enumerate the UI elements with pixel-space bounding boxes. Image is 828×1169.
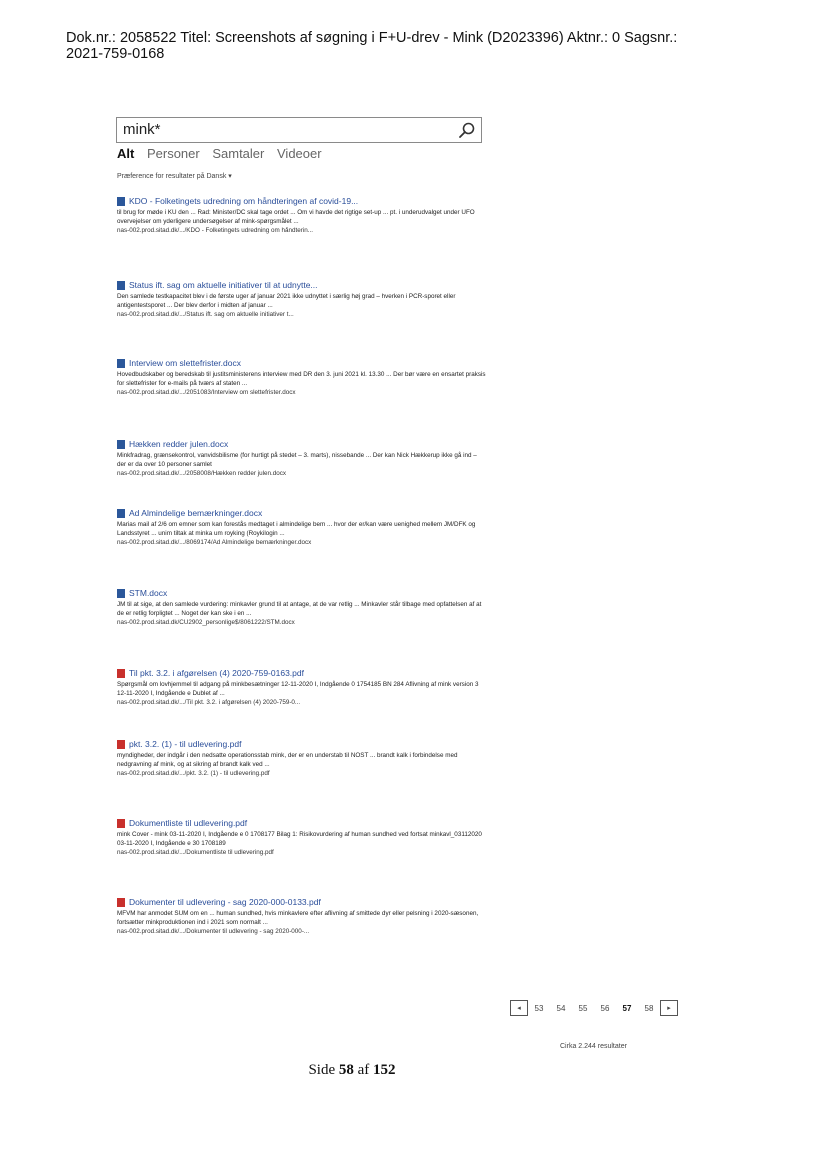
result-title-link[interactable]: [117, 439, 487, 450]
tab-videoer[interactable]: Videoer: [277, 146, 322, 161]
result-url: nas-002.prod.sitad.dk/.../2058008/Hækken redder julen.docx: [117, 470, 287, 478]
result-snippet: Marias mail af 2/6 om emner som kan forestås medtaget i almindelige bem ... hvor der er/kan være uenighed mellem JM/DFK og Landsstyret ... unim tiltak at minka um royking (Roykilogin ...: [117, 521, 476, 537]
result-snippet: MFVM har anmodet SUM om en ... human sundhed, hvis minkavlere efter aflivning af smittede dyr eller pelsning i 2020-sæsonen, fortsætter minkproduktionen ind i 2021 som normalt ...: [117, 910, 479, 926]
list-item: [117, 280, 487, 320]
list-item: [117, 739, 487, 779]
list-item: [117, 439, 487, 479]
word-file-icon: [117, 359, 125, 368]
result-url: nas-002.prod.sitad.dk/.../Dokumentliste til udlevering.pdf: [117, 849, 274, 857]
page-footer: [0, 1062, 704, 1079]
result-title-link[interactable]: [117, 818, 487, 829]
result-url: nas-002.prod.sitad.dk/.../8069174/Ad Almindelige bemærkninger.docx: [117, 539, 312, 547]
list-item: [117, 588, 487, 628]
result-title: Hækken redder julen.docx: [129, 439, 229, 449]
word-file-icon: [117, 281, 125, 290]
chevron-left-icon: ◂: [517, 1005, 521, 1012]
search-tabs: [117, 146, 331, 161]
result-snippet: Den samlede testkapacitet blev i de første uger af januar 2021 ikke udnyttet i særlig høj grad – hverken i PCR-sporet eller antigentestsporet ... Der blev derfor i midten af januar ...: [117, 293, 456, 309]
result-title: Interview om slettefrister.docx: [129, 358, 241, 368]
list-item: [117, 818, 487, 858]
result-snippet: Hovedbudskaber og beredskab til justitsministerens interview med DR den 3. juni 2021 kl. 13.30 ... Der bør være en ensartet praksis for slettefrister for e-mails på tværs af staten ...: [117, 371, 486, 387]
page-link[interactable]: 58: [644, 1003, 654, 1013]
list-item: [117, 897, 487, 937]
current-page: 57: [622, 1003, 632, 1013]
result-title-link[interactable]: [117, 280, 487, 291]
result-url: nas-002.prod.sitad.dk/.../Til pkt. 3.2. i afgørelsen (4) 2020-759-0...: [117, 699, 301, 707]
result-url: nas-002.prod.sitad.dk/.../Status ift. sag om aktuelle initiativer t...: [117, 311, 294, 319]
result-title: pkt. 3.2. (1) - til udlevering.pdf: [129, 739, 242, 749]
result-url: nas-002.prod.sitad.dk/CU2902_personlige$/8061222/STM.docx: [117, 619, 295, 627]
result-title-link[interactable]: [117, 897, 487, 908]
word-file-icon: [117, 509, 125, 518]
footer-page-number: 58: [338, 1062, 354, 1078]
result-url: nas-002.prod.sitad.dk/.../KDO - Folketingets udredning om håndterin...: [117, 227, 314, 235]
word-file-icon: [117, 440, 125, 449]
word-file-icon: [117, 197, 125, 206]
result-title-link[interactable]: [117, 508, 487, 519]
next-page-button[interactable]: [660, 1000, 678, 1016]
chevron-right-icon: ▸: [667, 1005, 671, 1012]
tab-samtaler[interactable]: Samtaler: [212, 146, 265, 161]
pagination: [510, 1000, 678, 1016]
result-title-link[interactable]: [117, 588, 487, 599]
page-link[interactable]: 54: [556, 1003, 566, 1013]
search-icon[interactable]: [458, 121, 476, 139]
result-title: Ad Almindelige bemærkninger.docx: [129, 508, 263, 518]
word-file-icon: [117, 589, 125, 598]
tab-alt[interactable]: Alt: [117, 146, 135, 161]
result-snippet: til brug for møde i KU den ... Rad: Minister/DC skal tage ordet ... Om vi havde det rigtige set-up ... pt. i underudvalget under UFO overvejelser om yderligere undersøgelser af mink-spørgsmålet ...: [117, 209, 475, 225]
result-title: STM.docx: [129, 588, 168, 598]
result-snippet: Spørgsmål om lovhjemmel til adgang på minkbesætninger 12-11-2020 I, Indgående 0 1754185 BN 284 Aflivning af mink version 3 12-11-2020 I, Indgående e Dublet af ...: [117, 681, 479, 697]
result-snippet: JM til at sige, at den samlede vurdering: minkavler grund til at antage, at de var retlig ... Minkavler står tilbage med opfattelsen af at de er retlig forpligtet ... Noget der kan ske i en ...: [117, 601, 482, 617]
result-title-link[interactable]: [117, 739, 487, 750]
search-input[interactable]: [117, 118, 449, 140]
search-box[interactable]: [116, 117, 482, 143]
list-item: [117, 196, 487, 236]
page-link[interactable]: 53: [534, 1003, 544, 1013]
language-preference[interactable]: Præference for resultater på Dansk ▾: [117, 173, 232, 180]
pdf-file-icon: [117, 740, 125, 749]
footer-mid: af: [353, 1062, 374, 1078]
result-snippet: mink Cover - mink 03-11-2020 I, Indgående e 0 1708177 Bilag 1: Risikovurdering af human sundhed ved fortsat minkavl_03112020 03-11-2020 I, Indgående e 30 1708189: [117, 831, 482, 847]
result-title-link[interactable]: [117, 196, 487, 207]
result-title: Dokumentliste til udlevering.pdf: [129, 818, 248, 828]
result-title: Dokumenter til udlevering - sag 2020-000-0133.pdf: [129, 897, 321, 907]
header-line-1: Dok.nr.: 2058522 Titel: Screenshots af søgning i F+U-drev - Mink (D2023396) Aktnr.: 0 Sagsnr.:: [66, 30, 678, 46]
result-title: KDO - Folketingets udredning om håndteringen af covid-19...: [129, 196, 359, 206]
result-title-link[interactable]: [117, 668, 487, 679]
page-link[interactable]: 56: [600, 1003, 610, 1013]
result-url: nas-002.prod.sitad.dk/.../pkt. 3.2. (1) - til udlevering.pdf: [117, 770, 270, 778]
list-item: [117, 508, 487, 548]
result-snippet: Minkfradrag, grænsekontrol, vanvidsbilisme (for hurtigt på stedet – 3. marts), nissebande ... Der kan Nick Hækkerup ikke gå ind – der er da over 10 personer samlet: [117, 452, 477, 468]
footer-total-pages: 152: [373, 1062, 396, 1078]
result-snippet: myndigheder, der indgår i den nedsatte operationsstab mink, der er en understab til NOST ... brandt kalk i forbindelse med nedgravning af mink, og at sikring af brandt kalk ved ...: [117, 752, 458, 768]
result-title: Status ift. sag om aktuelle initiativer til at udnytte...: [129, 280, 318, 290]
pdf-file-icon: [117, 669, 125, 678]
header-line-2: 2021-759-0168: [66, 46, 165, 62]
result-title-link[interactable]: [117, 358, 487, 369]
list-item: [117, 358, 487, 398]
pdf-file-icon: [117, 819, 125, 828]
result-title: Til pkt. 3.2. i afgørelsen (4) 2020-759-0163.pdf: [129, 668, 304, 678]
tab-personer[interactable]: Personer: [146, 146, 200, 161]
list-item: [117, 668, 487, 708]
result-url: nas-002.prod.sitad.dk/.../2051083/Interview om slettefrister.docx: [117, 389, 296, 397]
footer-prefix: Side: [308, 1062, 339, 1078]
result-count: Cirka 2.244 resultater: [560, 1043, 627, 1050]
document-header: [66, 30, 786, 62]
pdf-file-icon: [117, 898, 125, 907]
previous-page-button[interactable]: [510, 1000, 528, 1016]
page-link[interactable]: 55: [578, 1003, 588, 1013]
result-url: nas-002.prod.sitad.dk/.../Dokumenter til udlevering - sag 2020-000-...: [117, 928, 310, 936]
